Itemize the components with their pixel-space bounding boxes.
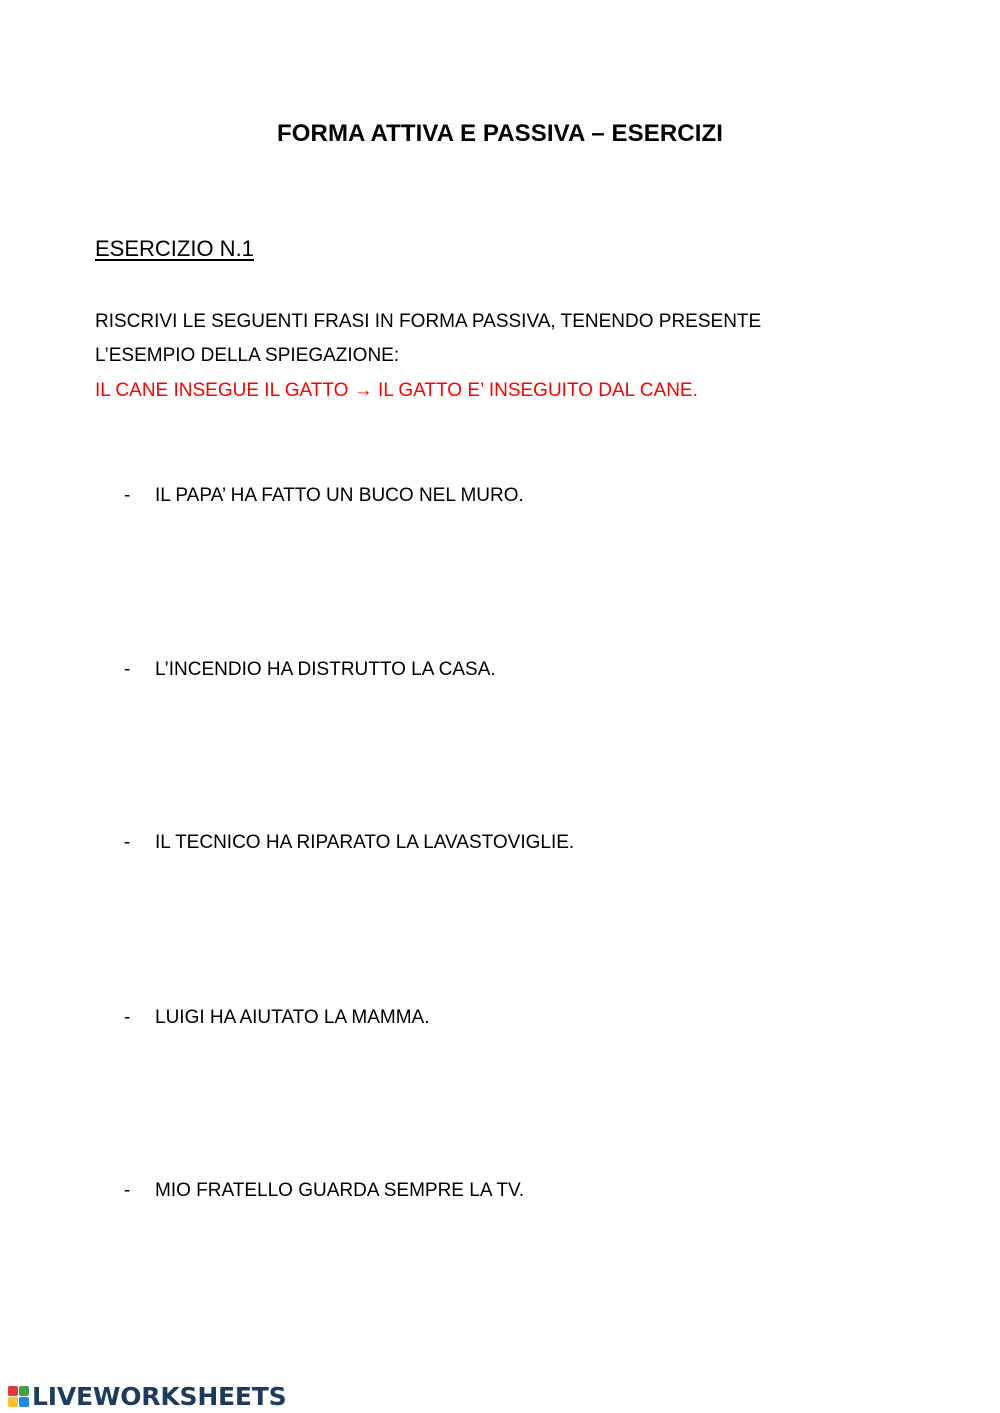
bullet-dash: -: [124, 1180, 131, 1201]
bullet-dash: -: [124, 832, 131, 853]
example-sentence: [95, 379, 698, 403]
instruction-line-2: L’ESEMPIO DELLA SPIEGAZIONE:: [95, 345, 400, 366]
logo-block: [8, 1386, 18, 1396]
instruction-line-1: RISCRIVI LE SEGUENTI FRASI IN FORMA PASSIVA, TENENDO PRESENTE: [95, 311, 762, 332]
bullet-dash: -: [124, 485, 131, 506]
list-item-text: IL TECNICO HA RIPARATO LA LAVASTOVIGLIE.: [155, 832, 575, 853]
logo-text: LIVEWORKSHEETS: [32, 1381, 287, 1411]
liveworksheets-logo: [8, 1380, 286, 1412]
arrow-right-icon: →: [353, 380, 373, 401]
list-item: [124, 658, 496, 682]
list-item-text: L’INCENDIO HA DISTRUTTO LA CASA.: [155, 659, 496, 680]
list-item: [124, 484, 524, 508]
exercise-heading: ESERCIZIO N.1: [95, 236, 254, 261]
list-item: [124, 1179, 524, 1203]
logo-block: [19, 1397, 29, 1407]
example-passive: IL GATTO E’ INSEGUITO DAL CANE.: [377, 380, 698, 401]
logo-block: [19, 1386, 29, 1396]
list-item: [124, 1006, 430, 1030]
logo-block: [8, 1397, 18, 1407]
bullet-dash: -: [124, 1007, 131, 1028]
list-item-text: LUIGI HA AIUTATO LA MAMMA.: [155, 1007, 430, 1028]
list-item: [124, 831, 574, 855]
list-item-text: IL PAPA’ HA FATTO UN BUCO NEL MURO.: [155, 485, 524, 506]
page-title: FORMA ATTIVA E PASSIVA – ESERCIZI: [277, 120, 723, 147]
list-item-text: MIO FRATELLO GUARDA SEMPRE LA TV.: [155, 1180, 525, 1201]
bullet-dash: -: [124, 659, 131, 680]
example-active: IL CANE INSEGUE IL GATTO: [95, 380, 349, 401]
logo-blocks-icon: [8, 1386, 29, 1407]
